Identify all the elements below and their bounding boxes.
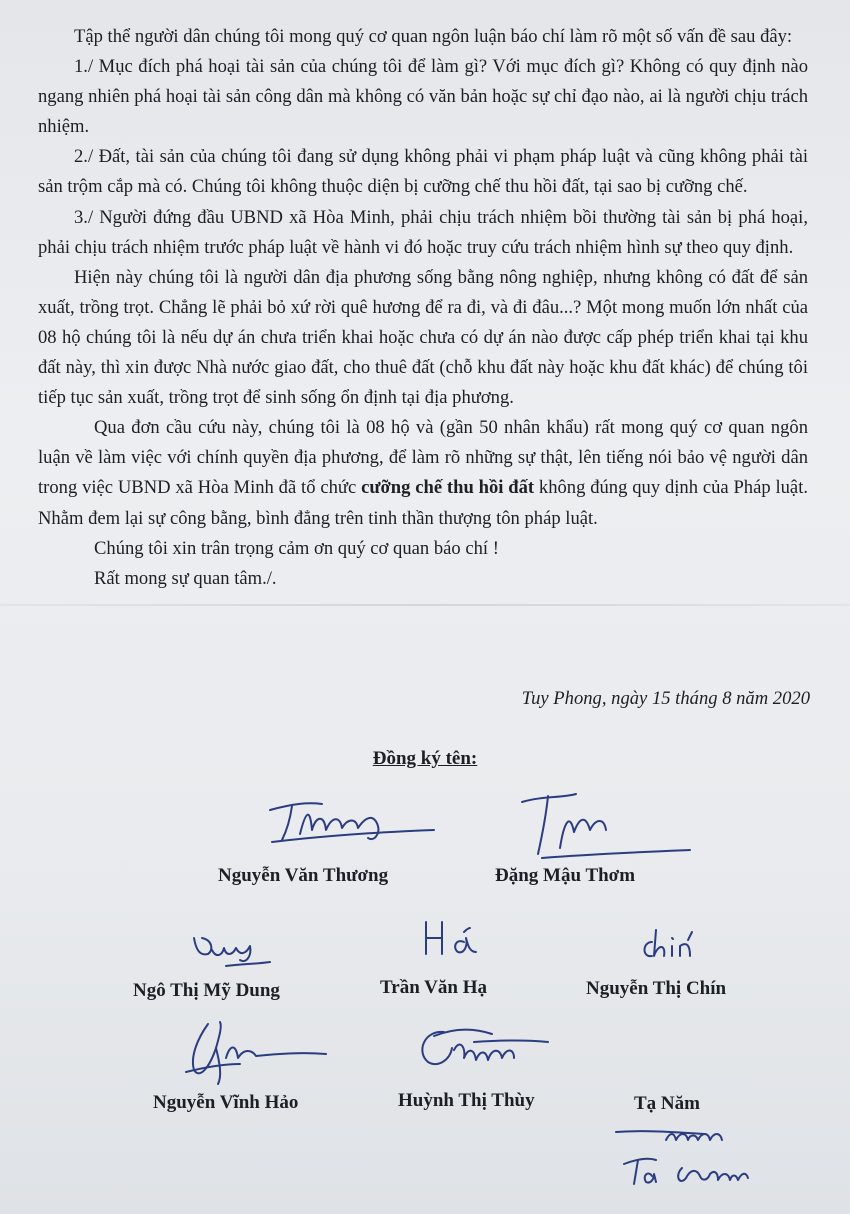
signatory-name-4: Trần Văn Hạ <box>380 977 487 998</box>
signatory-name-7: Huỳnh Thị Thùy <box>398 1090 535 1111</box>
letter-body <box>38 22 808 594</box>
signatory-name-2: Đặng Mậu Thơm <box>495 865 636 886</box>
paragraph-5-bold: cưỡng chế thu hồi đất <box>361 477 535 499</box>
signature-5 <box>636 926 716 966</box>
signatory-name-1: Nguyễn Văn Thương <box>218 865 389 886</box>
signature-1 <box>262 790 442 860</box>
paragraph-4: Hiện này chúng tôi là người dân địa phương sống bằng nông nghiệp, nhưng không có đất để sản xuất, trồng trọt. Chẳng lẽ phải bỏ xứ rời quê hương để ra đi, và đi đâu...? Một mong muốn lớn nhất của 08 hộ chúng tôi là nếu dự án chưa triển khai hoặc chưa có dự án nào được cấp phép triển khai tại khu đất này, thì xin được Nhà nước giao đất, cho thuê đất (chỗ khu đất này hoặc khu đất khác) để chúng tôi tiếp tục sản xuất, trồng trọt để sinh sống ổn định tại địa phương. <box>38 266 808 409</box>
signatory-name-3: Ngô Thị Mỹ Dung <box>133 980 280 1001</box>
cosign-heading: Đồng ký tên: <box>372 748 478 769</box>
signature-4 <box>420 914 490 958</box>
signature-2 <box>512 788 692 863</box>
paragraph-5 <box>38 413 808 533</box>
signature-6 <box>180 1018 340 1090</box>
item-3-paragraph: 3./ Người đứng đầu UBND xã Hòa Minh, phải chịu trách nhiệm bồi thường tài sản bị phá hoại, phải chịu trách nhiệm trước pháp luật về hành vi đó hoặc truy cứu trách nhiệm hình sự theo quy định. <box>38 206 808 258</box>
paper-fold-line <box>0 604 850 606</box>
signature-8 <box>604 1120 754 1190</box>
item-1-paragraph: 1./ Mục đích phá hoại tài sản của chúng tôi để làm gì? Với mục đích gì? Không có quy định nào ngang nhiên phá hoại tài sản công dân mà không có văn bản hoặc sự chỉ đạo nào, ai là người chịu trách nhiệm. <box>38 56 808 138</box>
signature-7 <box>414 1018 554 1078</box>
signatory-name-5: Nguyễn Thị Chín <box>586 978 727 999</box>
closing-line: Rất mong sự quan tâm./. <box>94 567 277 589</box>
signature-3 <box>186 930 276 974</box>
place-date: Tuy Phong, ngày 15 tháng 8 năm 2020 <box>521 688 810 709</box>
signatory-name-6: Nguyễn Vĩnh Hảo <box>153 1092 299 1113</box>
paragraph-5-start: Qua đơn cầu cứu này, chúng tôi là 08 hộ và (gần 50 nhân khẩu) rất mong quý cơ quan ngôn luận về làm việc với chính quyền địa phương, để làm rõ những sự thật, lên tiếng nói bảo vệ người dân trong việc UBND xã Hòa Minh đã tổ chức <box>38 417 808 499</box>
item-2-paragraph: 2./ Đất, tài sản của chúng tôi đang sử dụng không phải vi phạm pháp luật và cũng không phải tài sản trộm cắp mà có. Chúng tôi không thuộc diện bị cưỡng chế thu hồi đất, tại sao bị cưỡng chế. <box>38 146 808 198</box>
intro-paragraph: Tập thể người dân chúng tôi mong quý cơ quan ngôn luận báo chí làm rõ một số vấn đề sau đây: <box>74 26 793 47</box>
signatory-name-8: Tạ Năm <box>634 1093 700 1114</box>
thanks-line: Chúng tôi xin trân trọng cảm ơn quý cơ quan báo chí ! <box>94 537 499 559</box>
paragraph-5-end: không đúng quy dịnh của Pháp luật. Nhằm đem lại sự công bằng, bình đẳng trên tinh thần thượng tôn pháp luật. <box>38 477 809 529</box>
